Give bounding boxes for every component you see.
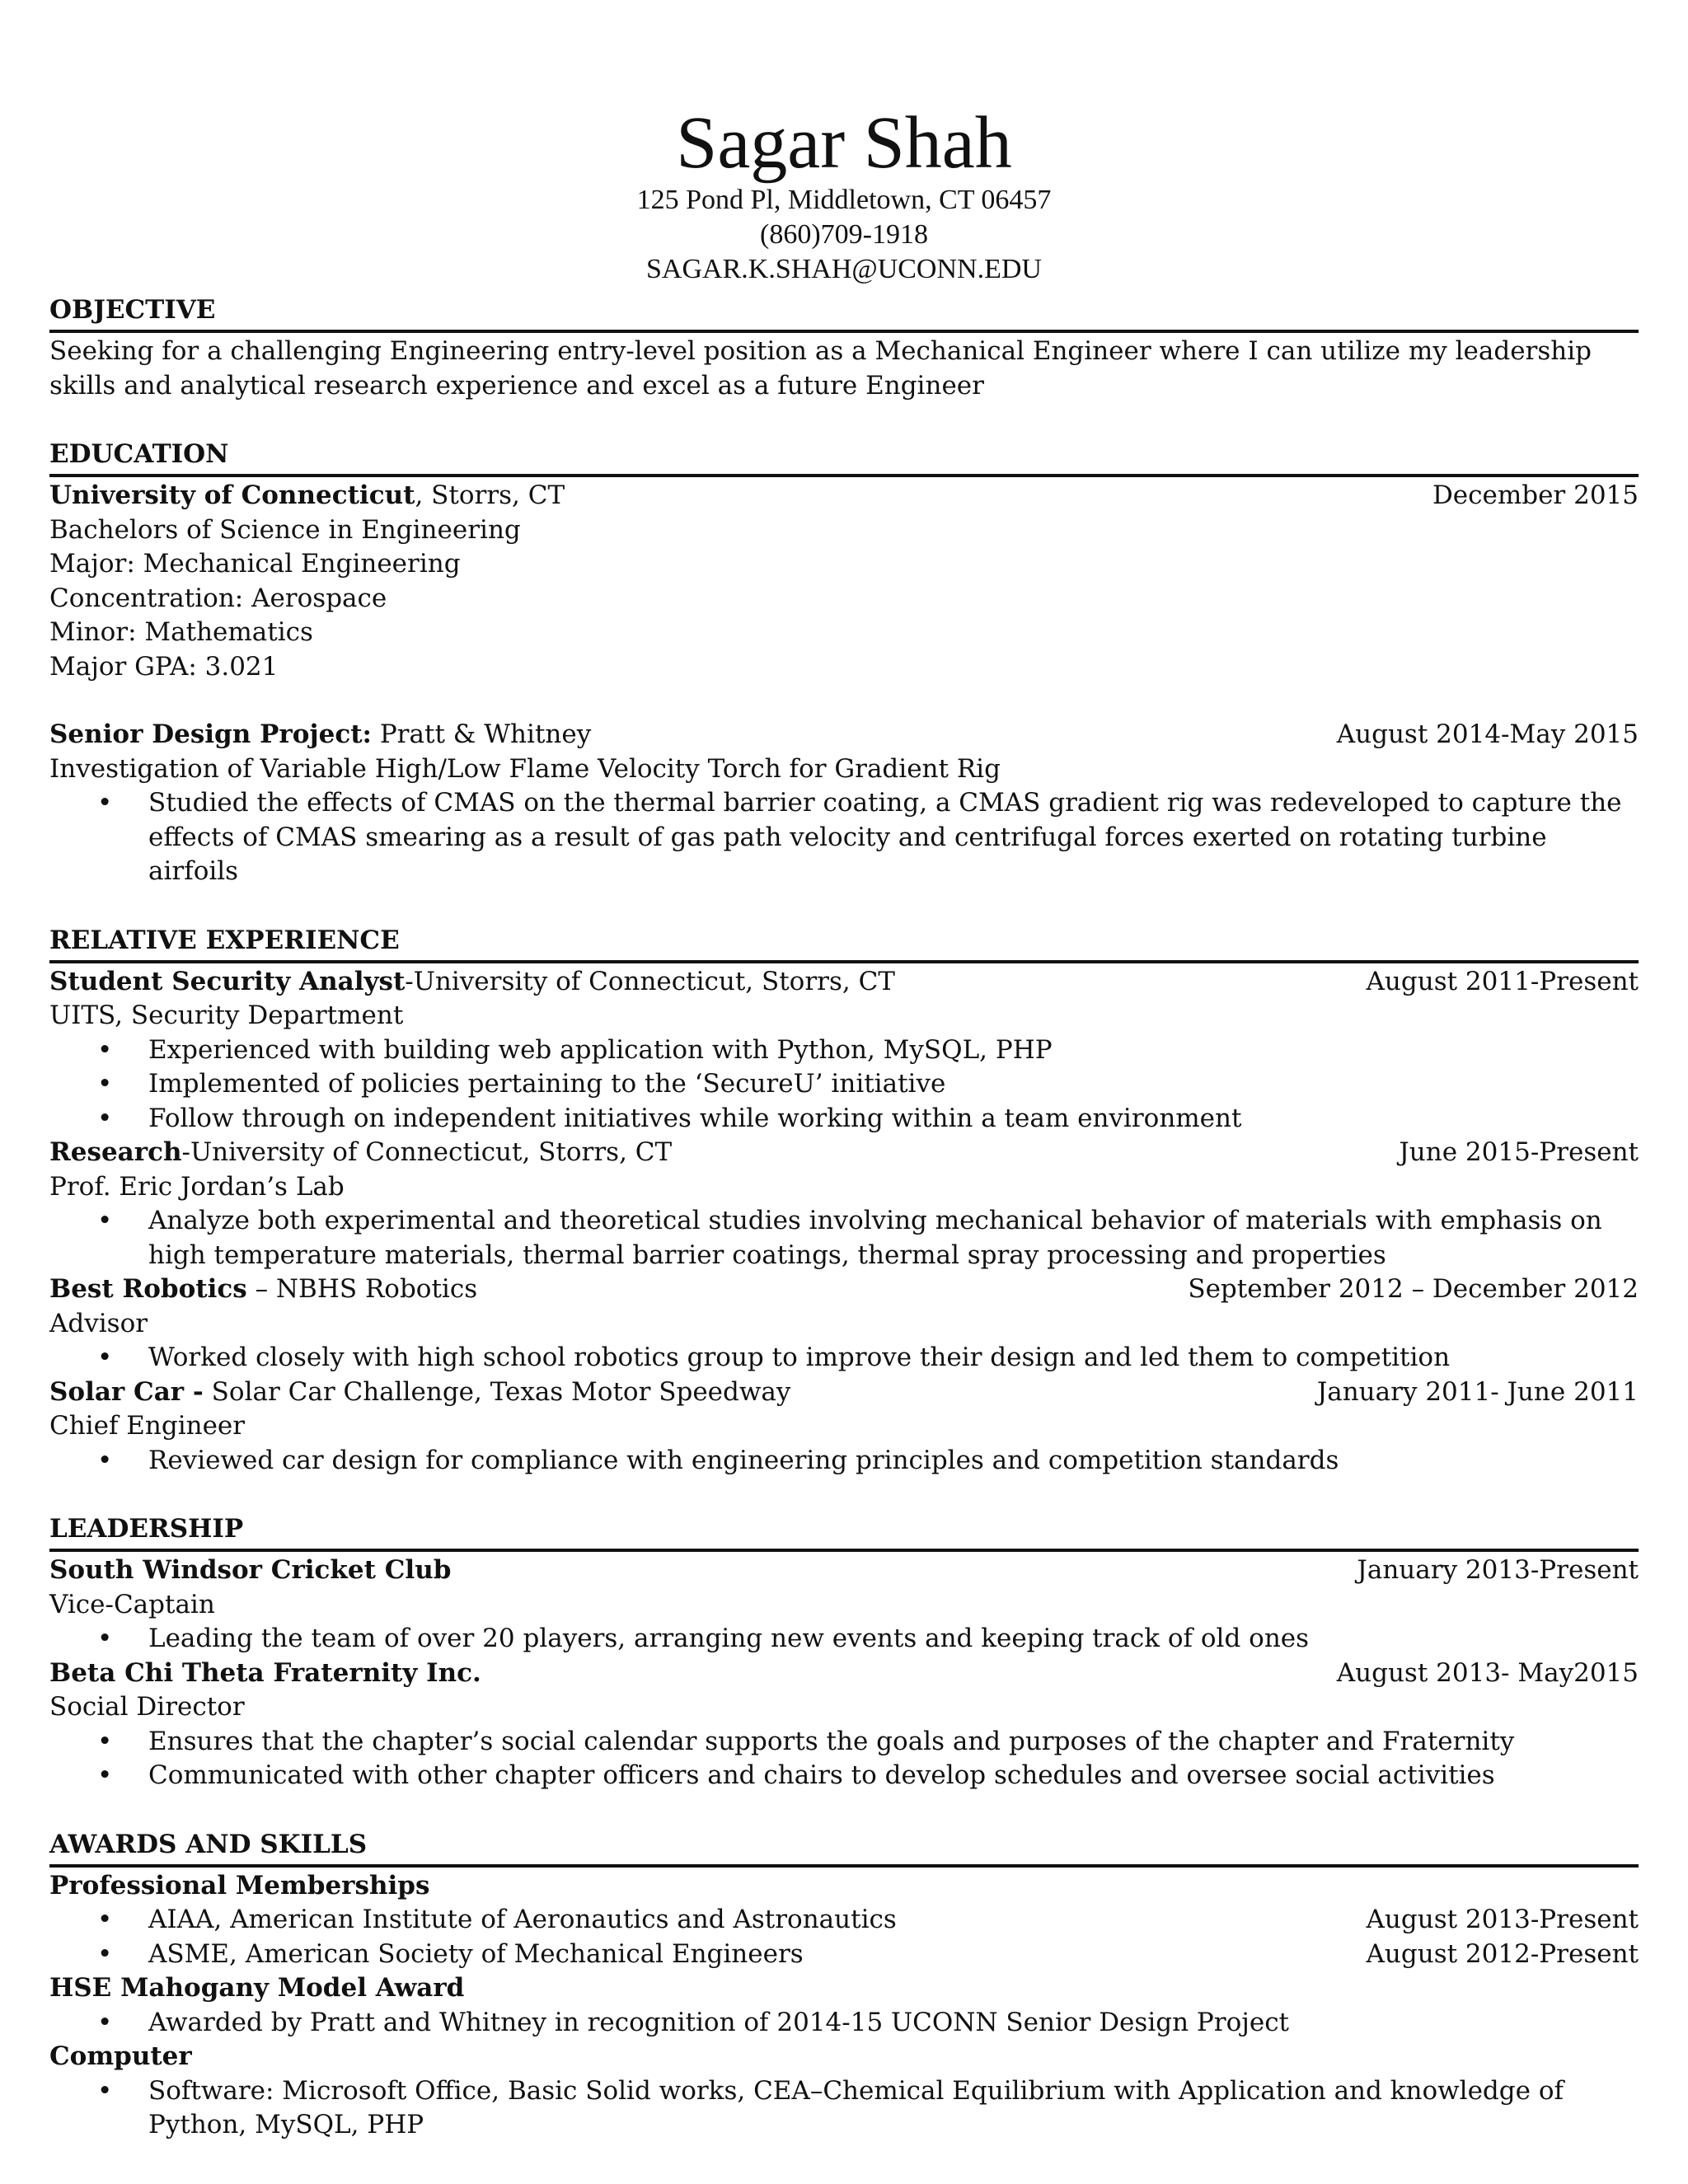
major: Major: Mechanical Engineering [49,549,461,579]
project-row [49,718,1639,752]
list-item: • Reviewed car design for compliance with engineering principles and competition standards [49,1444,1639,1479]
project-org: Pratt & Whitney [371,719,592,749]
school-name: University of Connecticut [49,480,415,510]
education-date: December 2015 [1432,480,1639,510]
section-title: LEADERSHIP [49,1512,1639,1552]
list-item: • Awarded by Pratt and Whitney in recognition of 2014-15 UCONN Senior Design Project [49,2006,1639,2041]
list-item: • Software: Microsoft Office, Basic Solid works, CEA–Chemical Equilibrium with Application and knowledge of Python, MySQL, PHP [49,2074,1639,2143]
list-item: • Studied the effects of CMAS on the thermal barrier coating, a CMAS gradient rig was redeveloped to capture the effects of CMAS smearing as a result of gas path velocity and centrifugal forces exerted on rotating turbine airfoils [49,786,1639,889]
membership-text: • ASME, American Society of Mechanical Engineers [148,1938,804,1969]
leadership-date: January 2013-Present [1357,1555,1639,1585]
leadership-bullets [49,1725,1639,1793]
computer-title [49,2040,1639,2074]
minor: Minor: Mathematics [49,617,313,647]
leadership-row [49,1657,1639,1691]
job-row [49,965,1639,1000]
list-item [49,1938,1639,1972]
job-date: June 2015-Present [1399,1137,1639,1167]
list-item: • Experienced with building web application with Python, MySQL, PHP [49,1033,1639,1068]
address: 125 Pond Pl, Middletown, CT 06457 [636,185,1052,215]
job-date: September 2012 – December 2012 [1188,1274,1639,1304]
job-row [49,1136,1639,1170]
leadership-role: Social Director [49,1692,245,1722]
phone: (860)709-1918 [760,219,928,250]
leadership-org: South Windsor Cricket Club [49,1555,452,1585]
job-bullets [49,1204,1639,1272]
experience-section [49,924,1639,1479]
section-title: RELATIVE EXPERIENCE [49,924,1639,963]
school-location: , Storrs, CT [415,480,565,510]
project-date: August 2014-May 2015 [1336,719,1639,749]
job-role: Student Security Analyst [49,966,406,996]
objective-section [49,293,1639,403]
job-entry [49,965,1639,1137]
computer-heading: Computer [49,2041,192,2071]
job-row [49,1272,1639,1307]
concentration: Concentration: Aerospace [49,583,387,613]
job-org: -University of Connecticut, Storrs, CT [405,966,895,996]
project-subtitle: Investigation of Variable High/Low Flame Velocity Torch for Gradient Rig [49,753,1001,784]
job-entry [49,1376,1639,1479]
list-item [49,1903,1639,1938]
leadership-section [49,1512,1639,1793]
section-title: AWARDS AND SKILLS [49,1828,1639,1868]
job-org: -University of Connecticut, Storrs, CT [181,1137,673,1167]
job-sub: Advisor [49,1308,148,1338]
job-entry [49,1272,1639,1376]
job-date: August 2011-Present [1366,966,1639,996]
leadership-entry [49,1657,1639,1793]
resume-header [49,104,1639,287]
leadership-role: Vice-Captain [49,1589,215,1619]
leadership-row [49,1554,1639,1588]
resume-page [49,0,1639,2184]
award-list [49,2006,1639,2041]
degree: Bachelors of Science in Engineering [49,514,521,545]
membership-text: • AIAA, American Institute of Aeronautics and Astronautics [148,1905,897,1934]
leadership-date: August 2013- May2015 [1336,1657,1639,1688]
job-bullets [49,1341,1639,1376]
job-org: – NBHS Robotics [246,1274,478,1304]
section-title: OBJECTIVE [49,293,1639,333]
list-item: • Ensures that the chapter’s social calendar supports the goals and purposes of the chapter and Fraternity [49,1725,1639,1760]
list-item: • Analyze both experimental and theoretical studies involving mechanical behavior of materials with emphasis on high temperature materials, thermal barrier coatings, thermal spray processing and properties [49,1204,1639,1272]
memberships-heading: Professional Memberships [49,1870,430,1900]
award-heading: HSE Mahogany Model Award [49,1973,465,2003]
job-role: Best Robotics [49,1274,247,1304]
job-bullets [49,1444,1639,1479]
email: SAGAR.K.SHAH@UCONN.EDU [646,254,1042,284]
gpa: Major GPA: 3.021 [49,651,279,682]
leadership-org: Beta Chi Theta Fraternity Inc. [49,1657,481,1688]
list-item: • Implemented of policies pertaining to the ‘SecureU’ initiative [49,1067,1639,1102]
memberships-title [49,1869,1639,1904]
education-row [49,479,1639,513]
education-section [49,438,1639,889]
job-role: Research [49,1137,182,1167]
section-title: EDUCATION [49,438,1639,477]
objective-text: Seeking for a challenging Engineering entry-level position as a Mechanical Engineer where I can utilize my leadership skills and analytical research experience and excel as a future Engineer [49,336,1592,401]
membership-date: August 2012-Present [1366,1938,1639,1969]
memberships-list [49,1903,1639,1971]
job-entry [49,1136,1639,1272]
leadership-entry [49,1554,1639,1657]
leadership-bullets [49,1622,1639,1657]
job-sub: Chief Engineer [49,1411,246,1441]
project-label: Senior Design Project: [49,719,372,749]
job-org: Solar Car Challenge, Texas Motor Speedway [203,1376,791,1407]
job-date: January 2011- June 2011 [1316,1376,1639,1407]
list-item: • Leading the team of over 20 players, arranging new events and keeping track of old ones [49,1622,1639,1657]
computer-list [49,2074,1639,2143]
job-role: Solar Car - [49,1376,204,1407]
list-item: • Follow through on independent initiatives while working within a team environment [49,1102,1639,1137]
job-sub: Prof. Eric Jordan’s Lab [49,1171,345,1202]
list-item: • Worked closely with high school robotics group to improve their design and led them to competition [49,1341,1639,1376]
award-title [49,1971,1639,2006]
job-row [49,1376,1639,1410]
job-bullets [49,1033,1639,1137]
membership-date: August 2013-Present [1366,1905,1639,1934]
job-sub: UITS, Security Department [49,1001,404,1030]
awards-section [49,1828,1639,2143]
list-item: • Communicated with other chapter officers and chairs to develop schedules and oversee social activities [49,1759,1639,1793]
project-bullets [49,786,1639,889]
candidate-name: Sagar Shah [676,102,1012,184]
